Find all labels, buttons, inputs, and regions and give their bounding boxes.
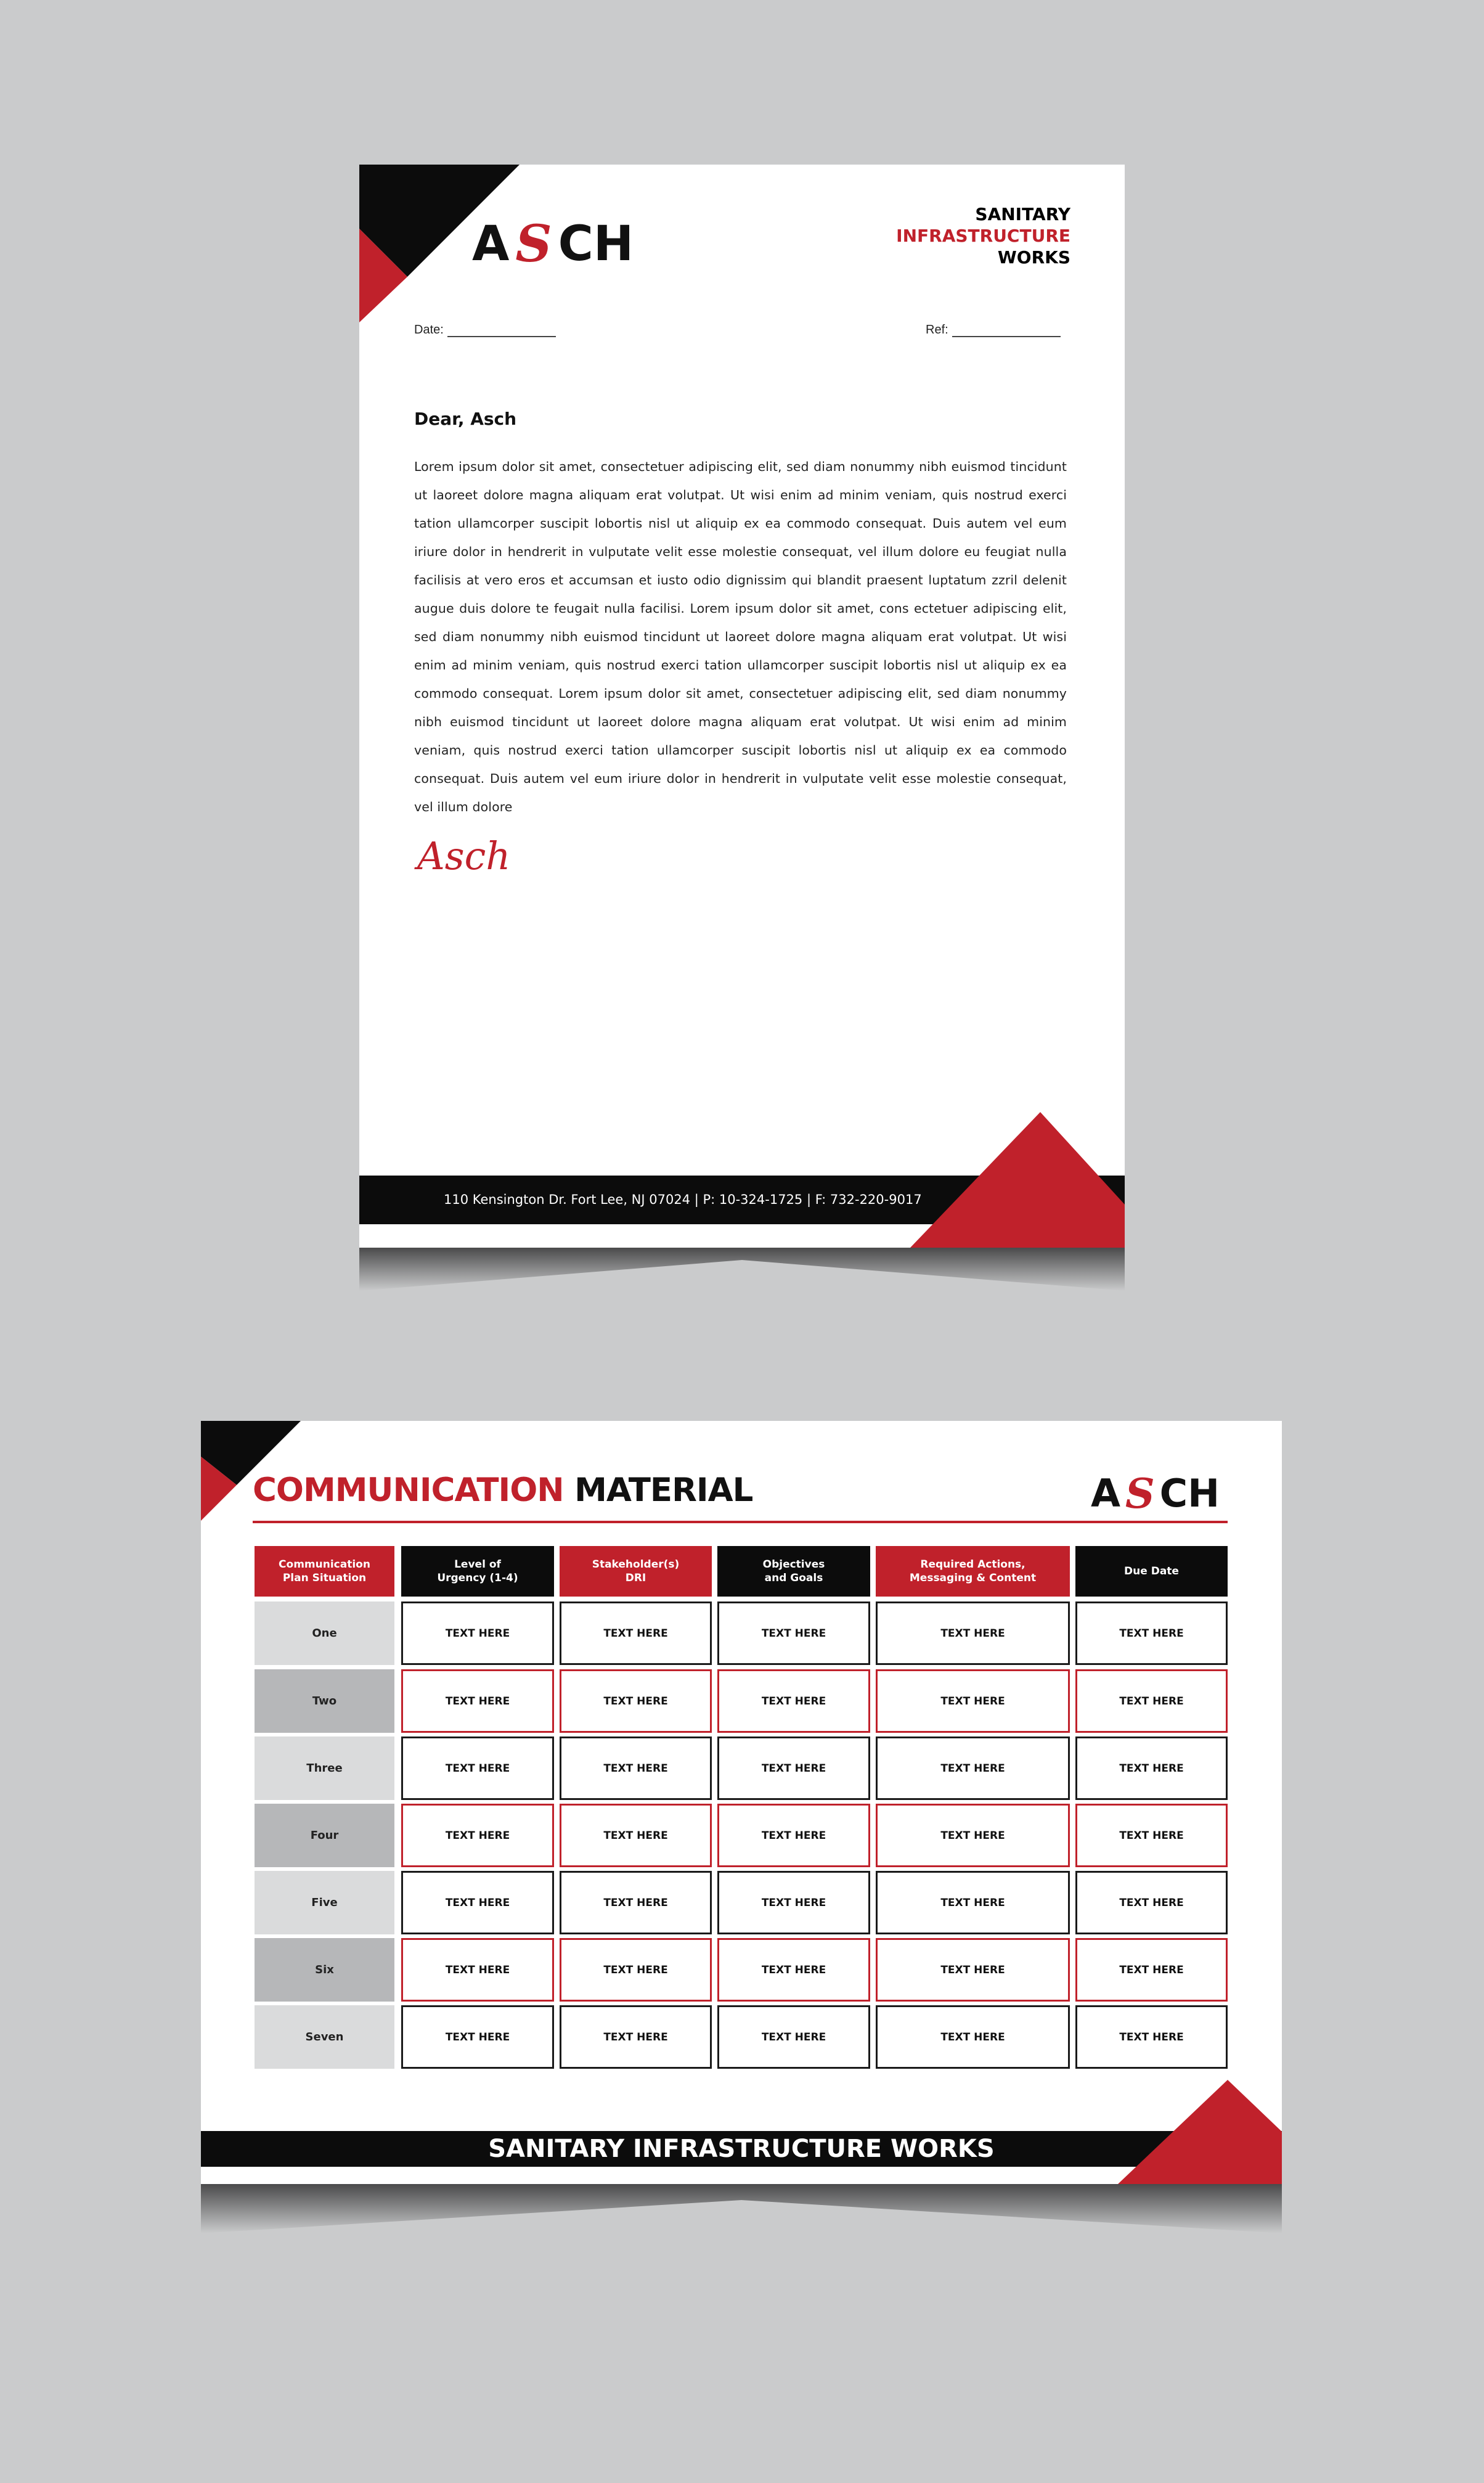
bottom-right-corner-graphic <box>910 1112 1125 1248</box>
page-title <box>253 1471 752 1509</box>
table-header-6 <box>1075 1546 1228 1597</box>
bottom-right-corner-graphic <box>1118 2080 1282 2184</box>
table-cell: TEXT HERE <box>560 2005 712 2069</box>
ref-field <box>926 323 1061 337</box>
company-logo <box>1091 1470 1220 1518</box>
table-header-line1: Required Actions, <box>920 1558 1025 1571</box>
communication-shadow <box>201 2184 1282 2233</box>
table-header-line1: Due Date <box>1124 1565 1179 1577</box>
row-label: Seven <box>255 2005 394 2069</box>
row-label: Five <box>255 1871 394 1934</box>
table-header-line2: and Goals <box>764 1572 823 1584</box>
table-header-2 <box>401 1546 554 1597</box>
table-cell: TEXT HERE <box>560 1736 712 1800</box>
table-cell: TEXT HERE <box>560 1804 712 1867</box>
communication-material-page <box>201 1421 1282 2184</box>
table-cell: TEXT HERE <box>560 1871 712 1934</box>
table-header-5 <box>876 1546 1070 1597</box>
company-name-line3: WORKS <box>997 247 1070 268</box>
table-cell: TEXT HERE <box>876 1804 1070 1867</box>
letter-body: Lorem ipsum dolor sit amet, consectetuer adipiscing elit, sed diam nonummy nibh euismod tincidunt ut laoreet dolore magna aliquam erat volutpat. Ut wisi enim ad minim veniam, quis nostrud exerci tation ullamcorper suscipit lobortis nisl ut aliquip ex ea commodo consequat. Duis autem vel eum iriure dolor in hendrerit in vulputate velit esse molestie consequat, vel illum dolore eu feugiat nulla facilisis at vero eros et accumsan et iusto odio dignissim qui blandit praesent luptatum zzril delenit augue duis dolore te feugait nulla facilisi. Lorem ipsum dolor sit amet, cons ectetuer adipiscing elit, sed diam nonummy nibh euismod tincidunt ut laoreet dolore magna aliquam erat volutpat. Ut wisi enim ad minim veniam, quis nostrud exerci tation ullamcorper suscipit lobortis nisl ut aliquip ex ea commodo consequat. Lorem ipsum dolor sit amet, consectetuer adipiscing elit, sed diam nonummy nibh euismod tincidunt ut laoreet dolore magna aliquam erat volutpat. Ut wisi enim ad minim veniam, quis nostrud exerci tation ullamcorper suscipit lobortis nisl ut aliquip ex ea commodo consequat. Duis autem vel eum iriure dolor in hendrerit in vulputate velit esse molestie consequat, vel illum dolore <box>414 459 1067 814</box>
table-cell: TEXT HERE <box>401 1736 554 1800</box>
table-header-line2: Urgency (1-4) <box>437 1572 518 1584</box>
row-label: Six <box>255 1938 394 2002</box>
salutation: Dear, Asch <box>414 409 517 429</box>
table-cell: TEXT HERE <box>401 1669 554 1733</box>
table-cell: TEXT HERE <box>560 1669 712 1733</box>
footer-address: 110 Kensington Dr. Fort Lee, NJ 07024 | P: 10-324-1725 | F: 732-220-9017 <box>444 1192 922 1207</box>
table-cell: TEXT HERE <box>1075 2005 1228 2069</box>
row-label: Three <box>255 1736 394 1800</box>
row-label: One <box>255 1601 394 1665</box>
table-cell: TEXT HERE <box>717 1601 870 1665</box>
letterhead-page <box>359 165 1125 1248</box>
table-cell: TEXT HERE <box>401 1804 554 1867</box>
table-header-line2: DRI <box>625 1572 646 1584</box>
logo-letter-a: A <box>472 216 510 272</box>
table-header-4 <box>717 1546 870 1597</box>
logo-letter-s: S <box>1125 1470 1155 1518</box>
table-header-1 <box>255 1546 394 1597</box>
table-cell: TEXT HERE <box>560 1601 712 1665</box>
signature: Asch <box>417 833 511 878</box>
row-label: Four <box>255 1804 394 1867</box>
company-name <box>896 203 1070 268</box>
letterhead-shadow <box>359 1248 1125 1291</box>
table-cell: TEXT HERE <box>1075 1736 1228 1800</box>
company-logo <box>472 215 634 274</box>
table-cell: TEXT HERE <box>717 1871 870 1934</box>
footer-title: SANITARY INFRASTRUCTURE WORKS <box>488 2135 995 2163</box>
table-header-line2: Messaging & Content <box>909 1572 1037 1584</box>
title-red: COMMUNICATION <box>253 1471 564 1509</box>
table-cell: TEXT HERE <box>401 2005 554 2069</box>
table-cell: TEXT HERE <box>717 1736 870 1800</box>
table-header-line1: Communication <box>279 1558 370 1571</box>
logo-letter-a: A <box>1091 1471 1120 1516</box>
logo-letters-ch: CH <box>1159 1471 1220 1516</box>
table-header-3 <box>560 1546 712 1597</box>
table-cell: TEXT HERE <box>717 1669 870 1733</box>
table-cell: TEXT HERE <box>717 1938 870 2002</box>
table-cell: TEXT HERE <box>560 1938 712 2002</box>
table-cell: TEXT HERE <box>401 1938 554 2002</box>
table-cell: TEXT HERE <box>876 1736 1070 1800</box>
table-cell: TEXT HERE <box>1075 1938 1228 2002</box>
company-name-line2: INFRASTRUCTURE <box>896 226 1070 246</box>
table-cell: TEXT HERE <box>717 1804 870 1867</box>
table-cell: TEXT HERE <box>1075 1804 1228 1867</box>
date-field <box>414 323 556 337</box>
table-cell: TEXT HERE <box>876 2005 1070 2069</box>
table-cell: TEXT HERE <box>401 1871 554 1934</box>
company-name-line1: SANITARY <box>975 204 1070 224</box>
ref-label: Ref: <box>926 323 948 337</box>
title-black: MATERIAL <box>574 1471 753 1509</box>
table-cell: TEXT HERE <box>1075 1871 1228 1934</box>
title-divider <box>253 1521 1228 1523</box>
row-label: Two <box>255 1669 394 1733</box>
table-cell: TEXT HERE <box>401 1601 554 1665</box>
logo-letter-s: S <box>515 215 552 274</box>
table-cell: TEXT HERE <box>876 1871 1070 1934</box>
table-cell: TEXT HERE <box>717 2005 870 2069</box>
ref-line <box>952 326 1061 337</box>
date-line <box>447 326 556 337</box>
table-header-line1: Level of <box>454 1558 501 1571</box>
logo-letters-ch: CH <box>558 216 634 272</box>
table-cell: TEXT HERE <box>1075 1669 1228 1733</box>
date-label: Date: <box>414 323 444 337</box>
table-header-line1: Stakeholder(s) <box>592 1558 680 1571</box>
table-cell: TEXT HERE <box>876 1601 1070 1665</box>
table-cell: TEXT HERE <box>1075 1601 1228 1665</box>
table-header-line1: Objectives <box>762 1558 825 1571</box>
table-cell: TEXT HERE <box>876 1938 1070 2002</box>
table-cell: TEXT HERE <box>876 1669 1070 1733</box>
table-header-line2: Plan Situation <box>282 1572 367 1584</box>
